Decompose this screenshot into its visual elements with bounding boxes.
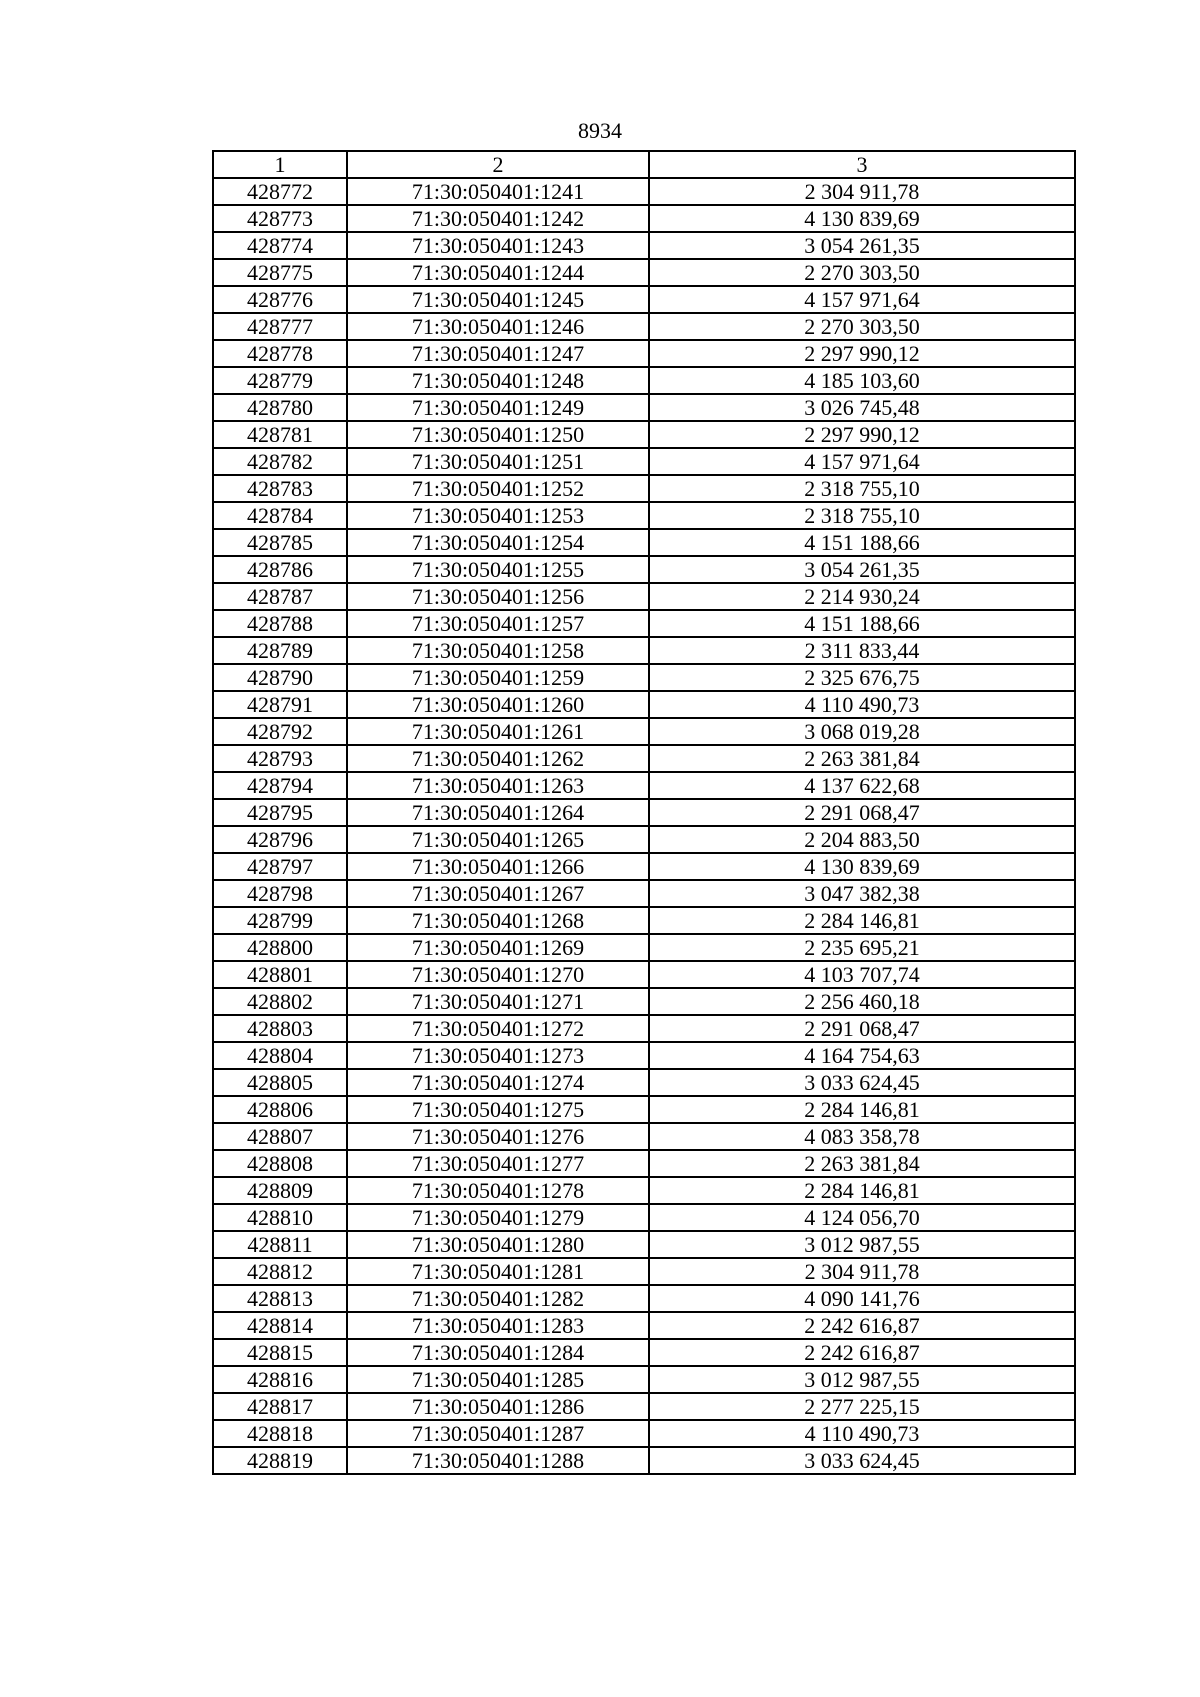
cadastral-number-cell: 71:30:050401:1272	[347, 1015, 649, 1042]
table-row	[213, 1096, 1075, 1123]
cadastral-number-cell: 71:30:050401:1278	[347, 1177, 649, 1204]
row-number-cell: 428774	[213, 232, 347, 259]
row-number-cell: 428814	[213, 1312, 347, 1339]
value-cell: 2 284 146,81	[649, 1096, 1075, 1123]
table-body	[213, 178, 1075, 1474]
value-cell: 4 151 188,66	[649, 529, 1075, 556]
table-row	[213, 1312, 1075, 1339]
cadastral-number-cell: 71:30:050401:1285	[347, 1366, 649, 1393]
table-row	[213, 826, 1075, 853]
cadastral-number-cell: 71:30:050401:1283	[347, 1312, 649, 1339]
value-cell: 2 325 676,75	[649, 664, 1075, 691]
table-row	[213, 502, 1075, 529]
value-cell: 3 054 261,35	[649, 232, 1075, 259]
row-number-cell: 428779	[213, 367, 347, 394]
row-number-cell: 428778	[213, 340, 347, 367]
row-number-cell: 428811	[213, 1231, 347, 1258]
cadastral-number-cell: 71:30:050401:1279	[347, 1204, 649, 1231]
row-number-cell: 428801	[213, 961, 347, 988]
table-header	[213, 151, 1075, 178]
cadastral-number-cell: 71:30:050401:1251	[347, 448, 649, 475]
column-header-1: 1	[213, 151, 347, 178]
cadastral-number-cell: 71:30:050401:1249	[347, 394, 649, 421]
value-cell: 3 047 382,38	[649, 880, 1075, 907]
cadastral-number-cell: 71:30:050401:1273	[347, 1042, 649, 1069]
row-number-cell: 428798	[213, 880, 347, 907]
value-cell: 4 151 188,66	[649, 610, 1075, 637]
value-cell: 4 090 141,76	[649, 1285, 1075, 1312]
cadastral-number-cell: 71:30:050401:1245	[347, 286, 649, 313]
table-row	[213, 394, 1075, 421]
table-row	[213, 556, 1075, 583]
cadastral-number-cell: 71:30:050401:1282	[347, 1285, 649, 1312]
table-row	[213, 1420, 1075, 1447]
table-row	[213, 988, 1075, 1015]
table-row	[213, 286, 1075, 313]
value-cell: 4 124 056,70	[649, 1204, 1075, 1231]
value-cell: 2 242 616,87	[649, 1339, 1075, 1366]
cadastral-number-cell: 71:30:050401:1243	[347, 232, 649, 259]
cadastral-number-cell: 71:30:050401:1288	[347, 1447, 649, 1474]
table-row	[213, 340, 1075, 367]
cadastral-number-cell: 71:30:050401:1242	[347, 205, 649, 232]
page-number: 8934	[578, 118, 622, 143]
value-cell: 3 068 019,28	[649, 718, 1075, 745]
table-row	[213, 1447, 1075, 1474]
cadastral-number-cell: 71:30:050401:1274	[347, 1069, 649, 1096]
table-row	[213, 1042, 1075, 1069]
row-number-cell: 428792	[213, 718, 347, 745]
table-row	[213, 1123, 1075, 1150]
cadastral-number-cell: 71:30:050401:1246	[347, 313, 649, 340]
value-cell: 2 318 755,10	[649, 475, 1075, 502]
value-cell: 2 204 883,50	[649, 826, 1075, 853]
cadastral-number-cell: 71:30:050401:1271	[347, 988, 649, 1015]
row-number-cell: 428800	[213, 934, 347, 961]
value-cell: 3 033 624,45	[649, 1069, 1075, 1096]
row-number-cell: 428807	[213, 1123, 347, 1150]
table-row	[213, 1231, 1075, 1258]
table-row	[213, 610, 1075, 637]
cadastral-number-cell: 71:30:050401:1262	[347, 745, 649, 772]
cadastral-number-cell: 71:30:050401:1280	[347, 1231, 649, 1258]
table-row	[213, 205, 1075, 232]
value-cell: 2 277 225,15	[649, 1393, 1075, 1420]
cadastral-number-cell: 71:30:050401:1241	[347, 178, 649, 205]
table-row	[213, 1339, 1075, 1366]
value-cell: 3 026 745,48	[649, 394, 1075, 421]
cadastral-number-cell: 71:30:050401:1248	[347, 367, 649, 394]
value-cell: 2 256 460,18	[649, 988, 1075, 1015]
table-row	[213, 259, 1075, 286]
row-number-cell: 428794	[213, 772, 347, 799]
row-number-cell: 428796	[213, 826, 347, 853]
value-cell: 3 012 987,55	[649, 1231, 1075, 1258]
cadastral-number-cell: 71:30:050401:1275	[347, 1096, 649, 1123]
row-number-cell: 428813	[213, 1285, 347, 1312]
row-number-cell: 428789	[213, 637, 347, 664]
value-cell: 2 311 833,44	[649, 637, 1075, 664]
value-cell: 3 012 987,55	[649, 1366, 1075, 1393]
row-number-cell: 428791	[213, 691, 347, 718]
column-header-2: 2	[347, 151, 649, 178]
value-cell: 4 110 490,73	[649, 691, 1075, 718]
table-row	[213, 907, 1075, 934]
value-cell: 4 185 103,60	[649, 367, 1075, 394]
row-number-cell: 428799	[213, 907, 347, 934]
cadastral-number-cell: 71:30:050401:1260	[347, 691, 649, 718]
row-number-cell: 428787	[213, 583, 347, 610]
table-row	[213, 1150, 1075, 1177]
table-row	[213, 934, 1075, 961]
table-row	[213, 178, 1075, 205]
value-cell: 4 130 839,69	[649, 853, 1075, 880]
value-cell: 4 157 971,64	[649, 448, 1075, 475]
table-row	[213, 961, 1075, 988]
value-cell: 2 270 303,50	[649, 313, 1075, 340]
row-number-cell: 428808	[213, 1150, 347, 1177]
row-number-cell: 428806	[213, 1096, 347, 1123]
cadastral-number-cell: 71:30:050401:1284	[347, 1339, 649, 1366]
row-number-cell: 428810	[213, 1204, 347, 1231]
table-row	[213, 1258, 1075, 1285]
cadastral-number-cell: 71:30:050401:1276	[347, 1123, 649, 1150]
row-number-cell: 428786	[213, 556, 347, 583]
cadastral-number-cell: 71:30:050401:1286	[347, 1393, 649, 1420]
row-number-cell: 428781	[213, 421, 347, 448]
cadastral-number-cell: 71:30:050401:1268	[347, 907, 649, 934]
row-number-cell: 428793	[213, 745, 347, 772]
table-row	[213, 1285, 1075, 1312]
table-row	[213, 313, 1075, 340]
cadastral-number-cell: 71:30:050401:1257	[347, 610, 649, 637]
row-number-cell: 428773	[213, 205, 347, 232]
value-cell: 2 263 381,84	[649, 1150, 1075, 1177]
row-number-cell: 428815	[213, 1339, 347, 1366]
table-row	[213, 1015, 1075, 1042]
value-cell: 4 130 839,69	[649, 205, 1075, 232]
table-row	[213, 691, 1075, 718]
row-number-cell: 428797	[213, 853, 347, 880]
row-number-cell: 428772	[213, 178, 347, 205]
cadastral-number-cell: 71:30:050401:1252	[347, 475, 649, 502]
row-number-cell: 428775	[213, 259, 347, 286]
column-header-3: 3	[649, 151, 1075, 178]
cadastral-number-cell: 71:30:050401:1266	[347, 853, 649, 880]
value-cell: 4 110 490,73	[649, 1420, 1075, 1447]
cadastral-number-cell: 71:30:050401:1258	[347, 637, 649, 664]
row-number-cell: 428783	[213, 475, 347, 502]
row-number-cell: 428809	[213, 1177, 347, 1204]
value-cell: 2 270 303,50	[649, 259, 1075, 286]
cadastral-number-cell: 71:30:050401:1244	[347, 259, 649, 286]
row-number-cell: 428818	[213, 1420, 347, 1447]
value-cell: 2 242 616,87	[649, 1312, 1075, 1339]
table-row	[213, 1177, 1075, 1204]
table-row	[213, 1366, 1075, 1393]
value-cell: 4 083 358,78	[649, 1123, 1075, 1150]
value-cell: 2 291 068,47	[649, 799, 1075, 826]
cadastral-number-cell: 71:30:050401:1277	[347, 1150, 649, 1177]
row-number-cell: 428802	[213, 988, 347, 1015]
value-cell: 2 235 695,21	[649, 934, 1075, 961]
value-cell: 3 033 624,45	[649, 1447, 1075, 1474]
table-row	[213, 232, 1075, 259]
table-row	[213, 448, 1075, 475]
value-cell: 2 214 930,24	[649, 583, 1075, 610]
cadastral-number-cell: 71:30:050401:1256	[347, 583, 649, 610]
cadastral-number-cell: 71:30:050401:1265	[347, 826, 649, 853]
table-row	[213, 529, 1075, 556]
row-number-cell: 428816	[213, 1366, 347, 1393]
cadastral-number-cell: 71:30:050401:1270	[347, 961, 649, 988]
cadastral-number-cell: 71:30:050401:1254	[347, 529, 649, 556]
data-table	[212, 150, 1076, 1475]
cadastral-number-cell: 71:30:050401:1267	[347, 880, 649, 907]
header-row	[213, 151, 1075, 178]
cadastral-number-cell: 71:30:050401:1263	[347, 772, 649, 799]
value-cell: 2 263 381,84	[649, 745, 1075, 772]
row-number-cell: 428812	[213, 1258, 347, 1285]
row-number-cell: 428790	[213, 664, 347, 691]
table-row	[213, 475, 1075, 502]
row-number-cell: 428776	[213, 286, 347, 313]
value-cell: 4 157 971,64	[649, 286, 1075, 313]
row-number-cell: 428803	[213, 1015, 347, 1042]
value-cell: 2 291 068,47	[649, 1015, 1075, 1042]
value-cell: 4 137 622,68	[649, 772, 1075, 799]
table-row	[213, 799, 1075, 826]
row-number-cell: 428782	[213, 448, 347, 475]
table-row	[213, 637, 1075, 664]
cadastral-number-cell: 71:30:050401:1255	[347, 556, 649, 583]
table-row	[213, 583, 1075, 610]
row-number-cell: 428780	[213, 394, 347, 421]
cadastral-number-cell: 71:30:050401:1264	[347, 799, 649, 826]
cadastral-number-cell: 71:30:050401:1287	[347, 1420, 649, 1447]
cadastral-number-cell: 71:30:050401:1253	[347, 502, 649, 529]
value-cell: 3 054 261,35	[649, 556, 1075, 583]
value-cell: 2 304 911,78	[649, 178, 1075, 205]
row-number-cell: 428804	[213, 1042, 347, 1069]
row-number-cell: 428795	[213, 799, 347, 826]
cadastral-number-cell: 71:30:050401:1261	[347, 718, 649, 745]
value-cell: 2 284 146,81	[649, 1177, 1075, 1204]
value-cell: 4 103 707,74	[649, 961, 1075, 988]
table-row	[213, 745, 1075, 772]
row-number-cell: 428788	[213, 610, 347, 637]
row-number-cell: 428784	[213, 502, 347, 529]
table-row	[213, 718, 1075, 745]
table-row	[213, 853, 1075, 880]
row-number-cell: 428819	[213, 1447, 347, 1474]
row-number-cell: 428805	[213, 1069, 347, 1096]
value-cell: 2 284 146,81	[649, 907, 1075, 934]
table-row	[213, 421, 1075, 448]
value-cell: 2 304 911,78	[649, 1258, 1075, 1285]
cadastral-number-cell: 71:30:050401:1259	[347, 664, 649, 691]
cadastral-number-cell: 71:30:050401:1247	[347, 340, 649, 367]
row-number-cell: 428777	[213, 313, 347, 340]
value-cell: 4 164 754,63	[649, 1042, 1075, 1069]
cadastral-number-cell: 71:30:050401:1281	[347, 1258, 649, 1285]
table-row	[213, 664, 1075, 691]
row-number-cell: 428785	[213, 529, 347, 556]
value-cell: 2 318 755,10	[649, 502, 1075, 529]
cadastral-number-cell: 71:30:050401:1269	[347, 934, 649, 961]
cadastral-number-cell: 71:30:050401:1250	[347, 421, 649, 448]
row-number-cell: 428817	[213, 1393, 347, 1420]
table-row	[213, 880, 1075, 907]
table-row	[213, 772, 1075, 799]
value-cell: 2 297 990,12	[649, 421, 1075, 448]
table-row	[213, 367, 1075, 394]
table-row	[213, 1204, 1075, 1231]
table-row	[213, 1393, 1075, 1420]
value-cell: 2 297 990,12	[649, 340, 1075, 367]
table-row	[213, 1069, 1075, 1096]
